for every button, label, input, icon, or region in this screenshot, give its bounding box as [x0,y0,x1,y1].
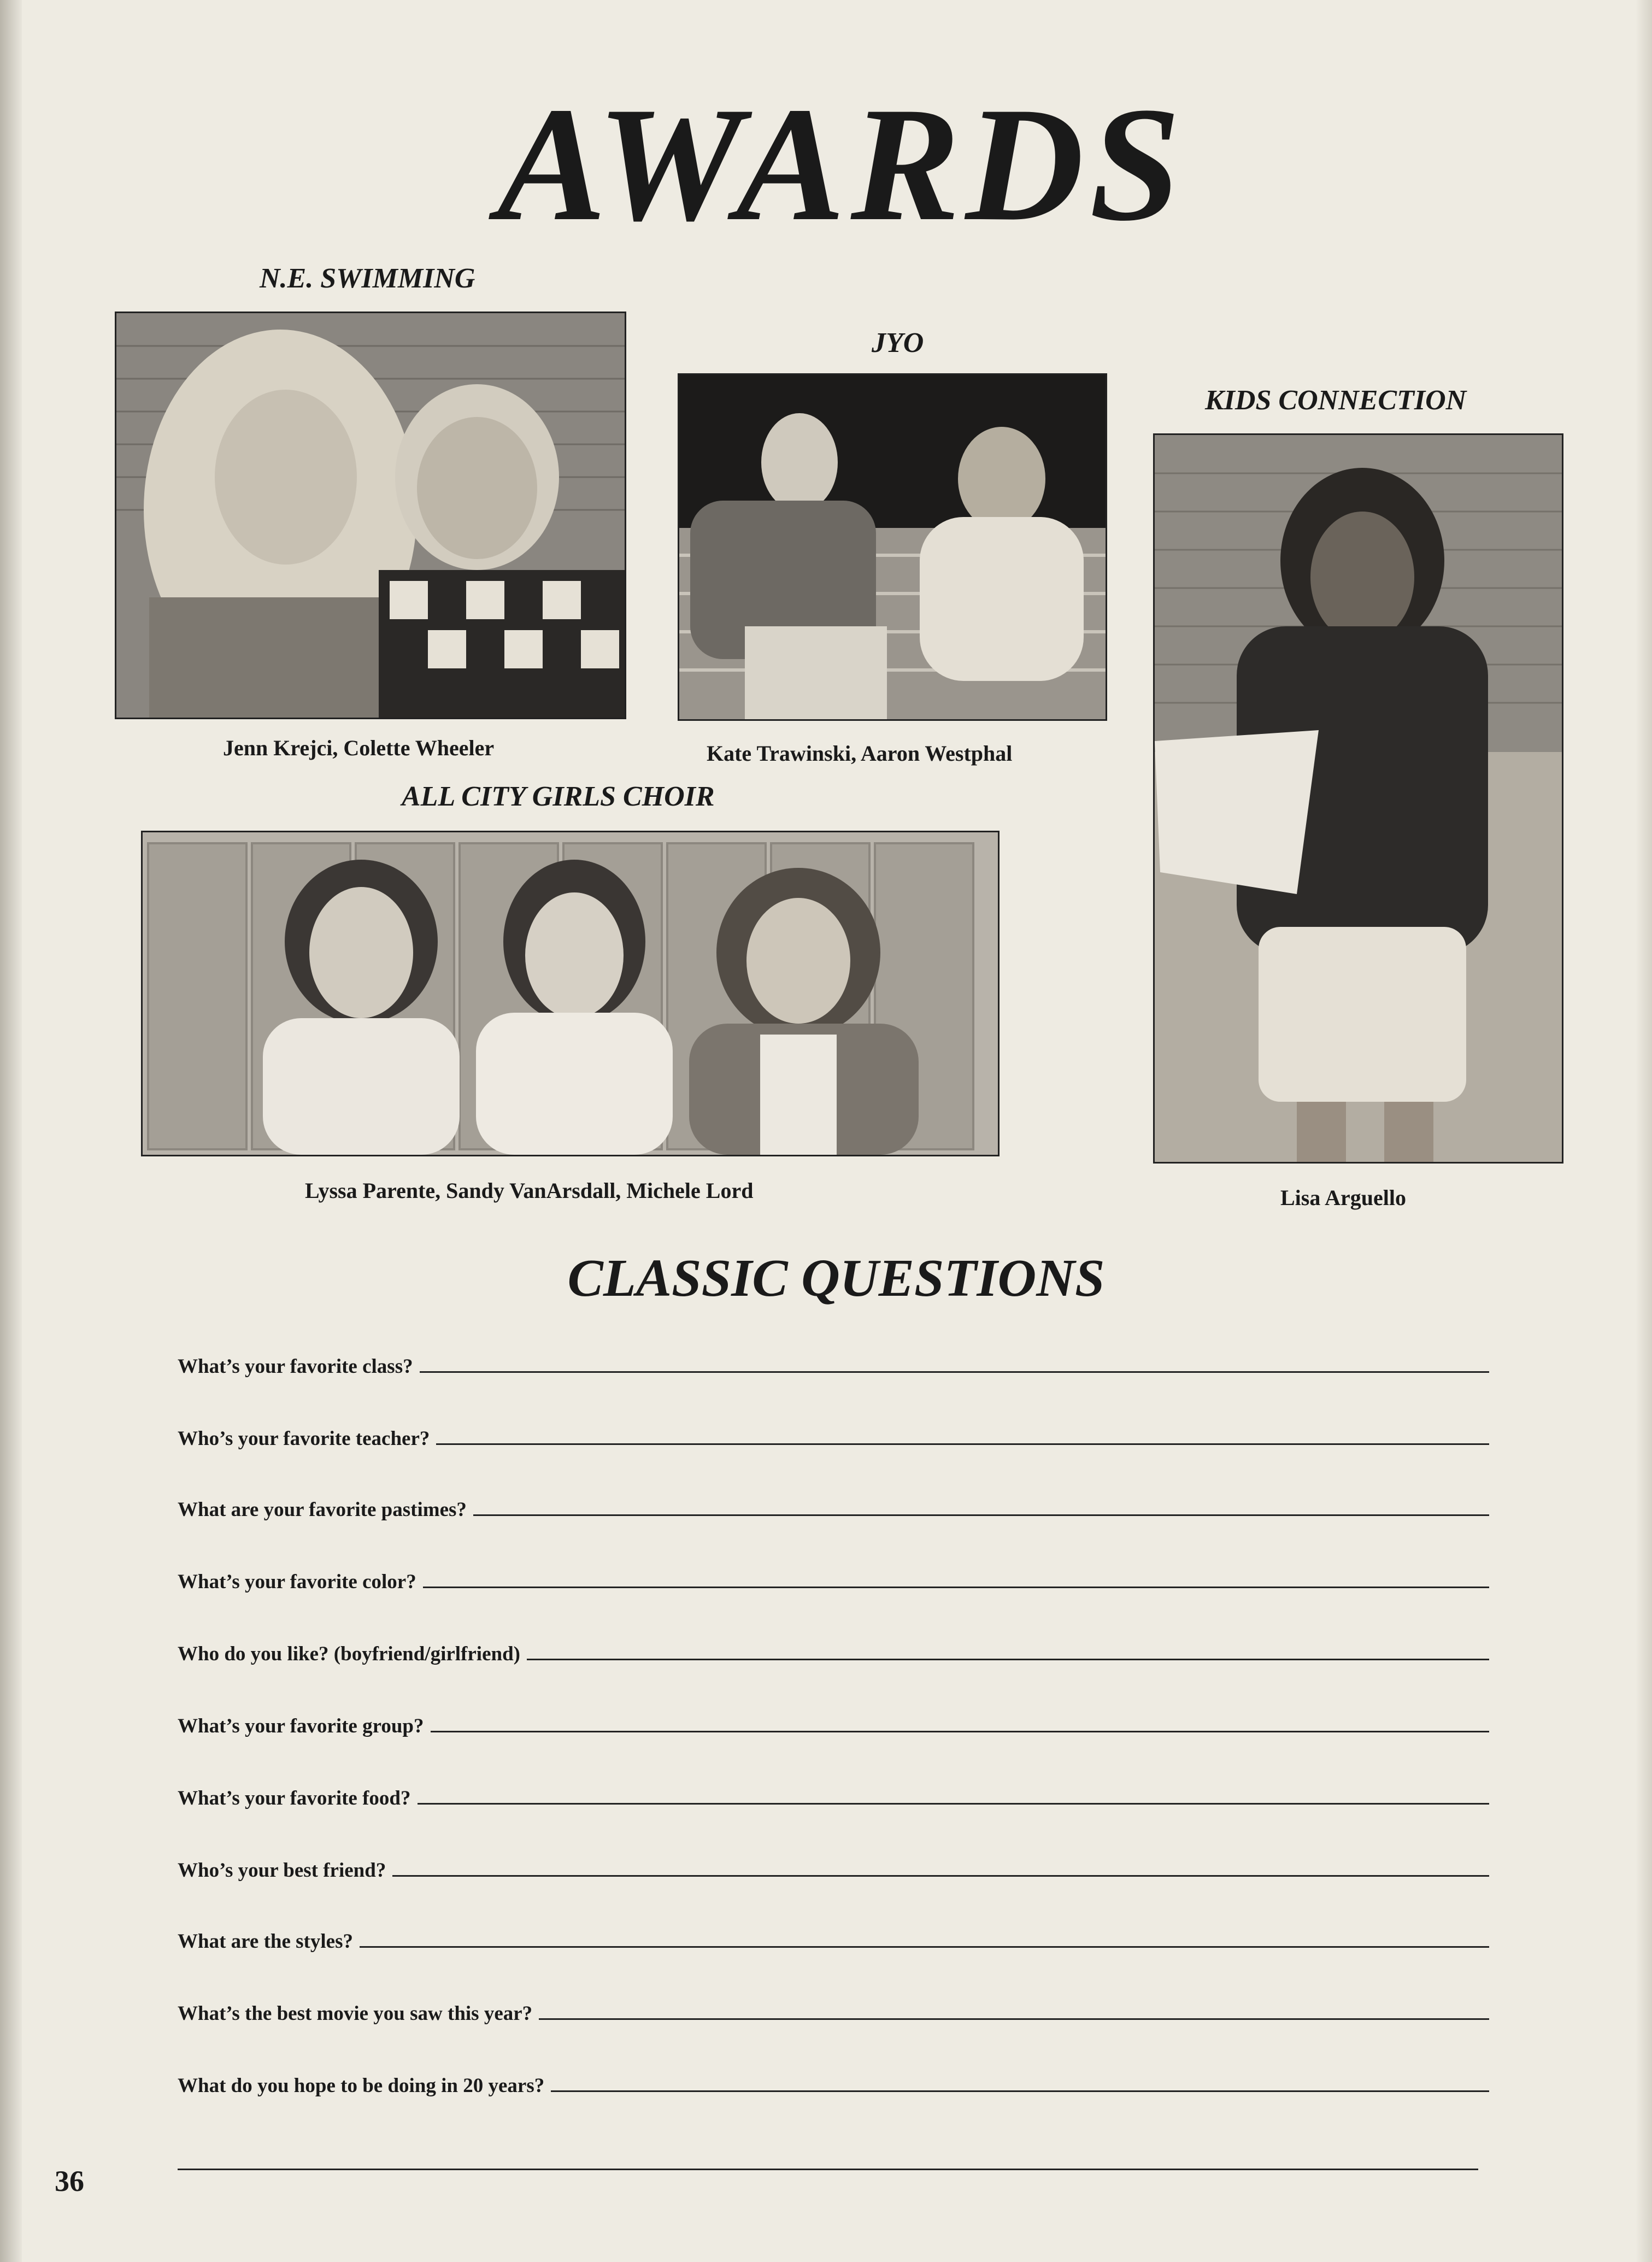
page-edge-shadow [1636,0,1652,2262]
classic-questions-title: CLASSIC QUESTIONS [567,1249,1105,1308]
photo-jyo [678,373,1107,721]
question-text: Who’s your favorite teacher? [178,1427,430,1450]
question-row [178,1633,1489,1666]
question-text: Who do you like? (boyfriend/girlfriend) [178,1643,520,1665]
question-text: What’s the best movie you saw this year? [178,2002,533,2025]
question-row [178,1920,1489,1953]
question-text: What’s your favorite food? [178,1787,411,1809]
question-row [178,2065,1489,2098]
answer-line[interactable] [436,1443,1489,1445]
question-row [178,1561,1489,1594]
answer-line[interactable] [431,1731,1489,1732]
question-text: What are the styles? [178,1930,353,1953]
page-number: 36 [55,2165,84,2198]
page-binding-shadow [0,0,22,2262]
caption-jyo: Kate Trawinski, Aaron Westphal [707,741,1013,766]
page-title: AWARDS [497,73,1186,255]
answer-line[interactable] [473,1514,1489,1516]
question-text: What do you hope to be doing in 20 years? [178,2075,545,2097]
question-text: What’s your favorite group? [178,1715,424,1737]
photo-kids-connection [1153,433,1563,1164]
section-label-all-city-girls-choir: ALL CITY GIRLS CHOIR [402,781,715,812]
question-text: Who’s your best friend? [178,1859,386,1882]
question-row [178,1777,1489,1810]
caption-all-city-girls-choir: Lyssa Parente, Sandy VanArsdall, Michele Lord [305,1178,754,1203]
photo-ne-swimming [115,312,626,719]
question-row [178,1346,1489,1378]
section-label-jyo: JYO [872,327,924,359]
answer-line[interactable] [420,1371,1489,1373]
question-text: What’s your favorite class? [178,1355,413,1378]
section-label-kids-connection: KIDS CONNECTION [1205,385,1467,416]
answer-line[interactable] [539,2018,1489,2020]
question-row [178,1418,1489,1450]
answer-line-continuation[interactable] [178,2169,1478,2170]
answer-line[interactable] [423,1587,1489,1588]
answer-line[interactable] [360,1946,1489,1948]
question-text: What’s your favorite color? [178,1571,416,1593]
answer-line[interactable] [418,1803,1490,1805]
answer-line[interactable] [392,1875,1489,1877]
question-row [178,1489,1489,1521]
section-label-ne-swimming: N.E. SWIMMING [260,263,475,294]
question-text: What are your favorite pastimes? [178,1499,467,1521]
caption-ne-swimming: Jenn Krejci, Colette Wheeler [223,736,495,760]
photo-all-city-girls-choir [141,831,1000,1156]
question-row [178,1993,1489,2025]
question-row [178,1849,1489,1882]
answer-line[interactable] [551,2090,1489,2092]
question-row [178,1705,1489,1738]
caption-kids-connection: Lisa Arguello [1280,1185,1407,1210]
answer-line[interactable] [527,1659,1489,1660]
